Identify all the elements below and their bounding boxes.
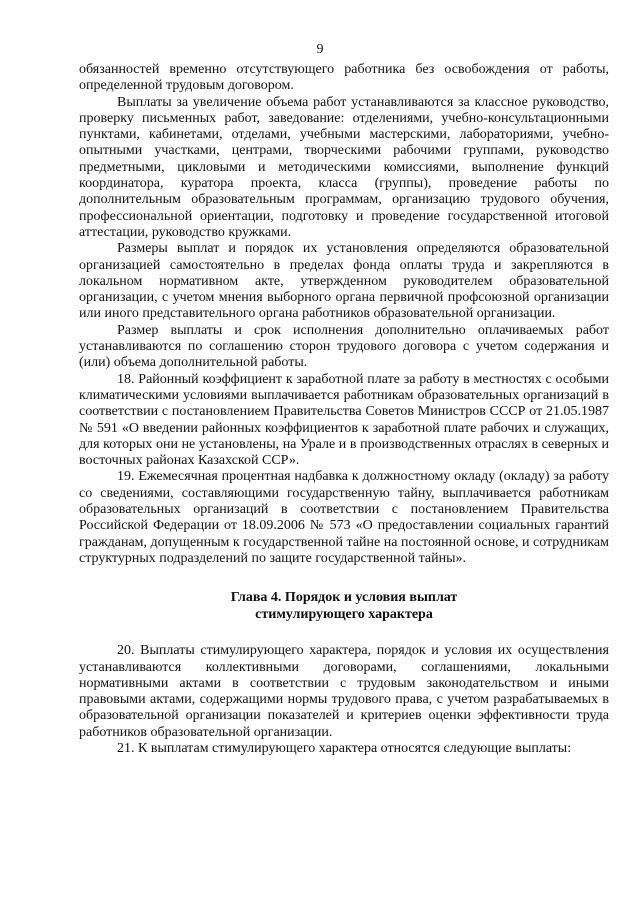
chapter-heading-line-2: стимулирующего характера bbox=[255, 607, 433, 623]
paragraph-item-18: 18. Районный коэффициент к заработной плате за работу в местностях с особыми климатическими условиями выплачивается работникам образовательных организаций в соответствии с постановлением Правительства Советов Министров СССР от 21.05.1987 № 591 «О введении районных коэффициентов к заработной плате рабочих и служащих, для которых они не установлены, на Урале и в производственных отраслях в северных и восточных районах Казахской ССР». bbox=[79, 371, 609, 469]
paragraph-continuation: обязанностей временно отсутствующего работника без освобождения от работы, определенной трудовым договором. bbox=[79, 62, 609, 94]
chapter-heading bbox=[79, 589, 609, 623]
page-number: 9 bbox=[316, 42, 324, 57]
paragraph-additional-work: Размер выплаты и срок исполнения дополнительно оплачиваемых работ устанавливаются по соглашению сторон трудового договора с учетом содержания и (или) объема дополнительной работы. bbox=[79, 322, 609, 371]
document-body bbox=[79, 62, 609, 757]
paragraph-item-20: 20. Выплаты стимулирующего характера, порядок и условия их осуществления устанавливаются коллективными договорами, соглашениями, локальными нормативными актами в соответствии с трудовым законодательством и иными правовыми актами, содержащими нормы трудового права, с учетом разрабатываемых в образовательной организации показателей и критериев оценки эффективности труда работников образовательной организации. bbox=[79, 643, 609, 740]
paragraph-item-21: 21. К выплатам стимулирующего характера относятся следующие выплаты: bbox=[117, 740, 572, 756]
paragraph-item-19: 19. Ежемесячная процентная надбавка к должностному окладу (окладу) за работу со сведениями, составляющими государственную тайну, выплачивается работникам образовательных организаций в соответствии с постановлением Правительства Российской Федерации от 18.09.2006 № 573 «О предоставлении социальных гарантий гражданам, допущенным к государственной тайне на постоянной основе, и сотрудникам структурных подразделений по защите государственной тайны». bbox=[79, 469, 609, 566]
paragraph-payment-amounts: Размеры выплат и порядок их установления определяются образовательной организацией самостоятельно в пределах фонда оплаты труда и закрепляются в локальном нормативном акте, утвержденном руководителем образовательной организации, с учетом мнения выборного органа первичной профсоюзной организации или иного представительного органа работников образовательной организации. bbox=[79, 241, 609, 322]
paragraph-workload-payments: Выплаты за увеличение объема работ устанавливаются за классное руководство, проверку письменных работ, заведование: отделениями, учебно-консультационными пунктами, кабинетами, отделами, учебными мастерскими, лабораториями, учебно-опытными участками, центрами, творческими рабочими группами, руководство предметными, цикловыми и методическими комиссиями, выполнение функций координатора, куратора проекта, класса (группы), проведение работы по дополнительным образовательным программам, организацию трудового обучения, профессиональной ориентации, подготовку и проведение государственной итоговой аттестации, руководство кружками. bbox=[79, 94, 609, 240]
chapter-heading-line-1: Глава 4. Порядок и условия выплат bbox=[230, 590, 458, 606]
